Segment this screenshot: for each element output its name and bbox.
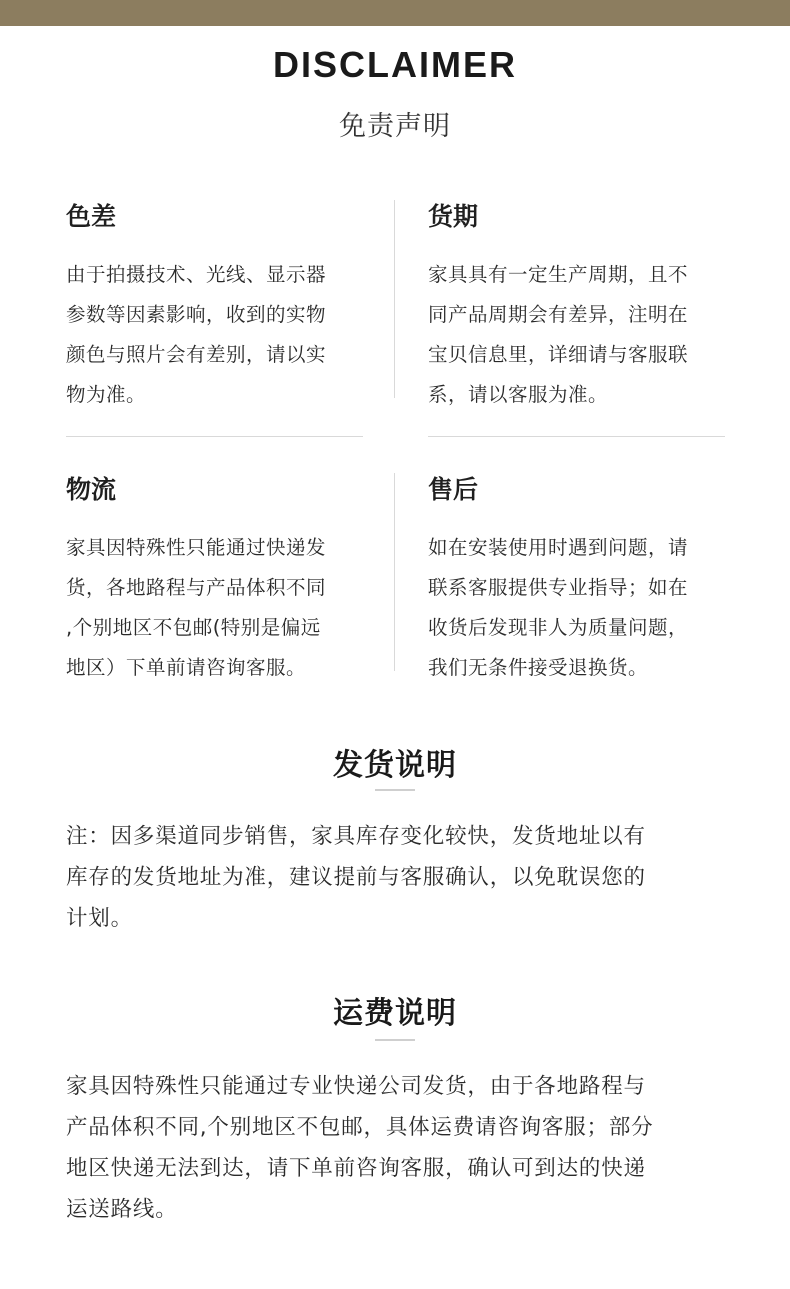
paragraph-line: 运送路线。 bbox=[66, 1197, 178, 1222]
notice-after-sales bbox=[428, 470, 728, 688]
horizontal-divider bbox=[66, 436, 363, 437]
paragraph-line: 计划。 bbox=[66, 906, 133, 931]
notice-line: 如在安装使用时遇到问题，请 bbox=[428, 536, 689, 559]
notice-title: 货期 bbox=[428, 202, 479, 231]
notice-line: 联系客服提供专业指导；如在 bbox=[428, 576, 689, 599]
notice-line: 家具具有一定生产周期，且不 bbox=[428, 263, 689, 286]
paragraph-line: 家具因特殊性只能通过专业快递公司发货，由于各地路程与 bbox=[66, 1074, 646, 1099]
notice-title: 色差 bbox=[66, 202, 117, 231]
notice-line: 同产品周期会有差异，注明在 bbox=[428, 303, 689, 326]
paragraph-line: 地区快递无法到达，请下单前咨询客服，确认可到达的快递 bbox=[66, 1156, 646, 1181]
notice-title: 售后 bbox=[428, 475, 479, 504]
horizontal-divider bbox=[428, 436, 725, 437]
vertical-divider bbox=[394, 473, 395, 671]
notice-title: 物流 bbox=[66, 475, 117, 504]
paragraph-line: 产品体积不同,个别地区不包邮，具体运费请咨询客服；部分 bbox=[66, 1115, 654, 1140]
notice-body bbox=[428, 528, 728, 688]
notice-line: 物为准。 bbox=[66, 383, 147, 406]
shipping-section-title: 发货说明 bbox=[333, 748, 457, 783]
notice-body bbox=[66, 255, 366, 415]
notice-line: 货，各地路程与产品体积不同 bbox=[66, 576, 327, 599]
notice-line: 地区）下单前请咨询客服。 bbox=[66, 656, 307, 679]
paragraph-line: 注：因多渠道同步销售，家具库存变化较快，发货地址以有 bbox=[66, 824, 646, 849]
notice-logistics bbox=[66, 470, 366, 688]
shipping-section-body bbox=[66, 816, 726, 939]
page-subtitle: 免责声明 bbox=[339, 111, 451, 142]
notice-body bbox=[66, 528, 366, 688]
page-title: DISCLAIMER bbox=[273, 44, 517, 85]
top-accent-bar bbox=[0, 0, 790, 26]
notice-line: 收货后发现非人为质量问题， bbox=[428, 616, 689, 639]
notice-delivery-period bbox=[428, 197, 728, 415]
notice-line: 颜色与照片会有差别，请以实 bbox=[66, 343, 327, 366]
notice-line: 家具因特殊性只能通过快递发 bbox=[66, 536, 327, 559]
paragraph-line: 库存的发货地址为准，建议提前与客服确认，以免耽误您的 bbox=[66, 865, 646, 890]
vertical-divider bbox=[394, 200, 395, 398]
notice-line: 由于拍摄技术、光线、显示器 bbox=[66, 263, 327, 286]
notice-line: 宝贝信息里，详细请与客服联 bbox=[428, 343, 689, 366]
freight-section-body bbox=[66, 1066, 726, 1230]
notice-line: ,个别地区不包邮(特别是偏远 bbox=[66, 616, 321, 639]
freight-section-title: 运费说明 bbox=[333, 996, 457, 1031]
notice-color-difference bbox=[66, 197, 366, 415]
notice-line: 系，请以客服为准。 bbox=[428, 383, 609, 406]
notice-line: 我们无条件接受退换货。 bbox=[428, 656, 649, 679]
section-underline bbox=[375, 789, 415, 791]
notice-body bbox=[428, 255, 728, 415]
section-underline bbox=[375, 1039, 415, 1041]
notice-line: 参数等因素影响，收到的实物 bbox=[66, 303, 327, 326]
